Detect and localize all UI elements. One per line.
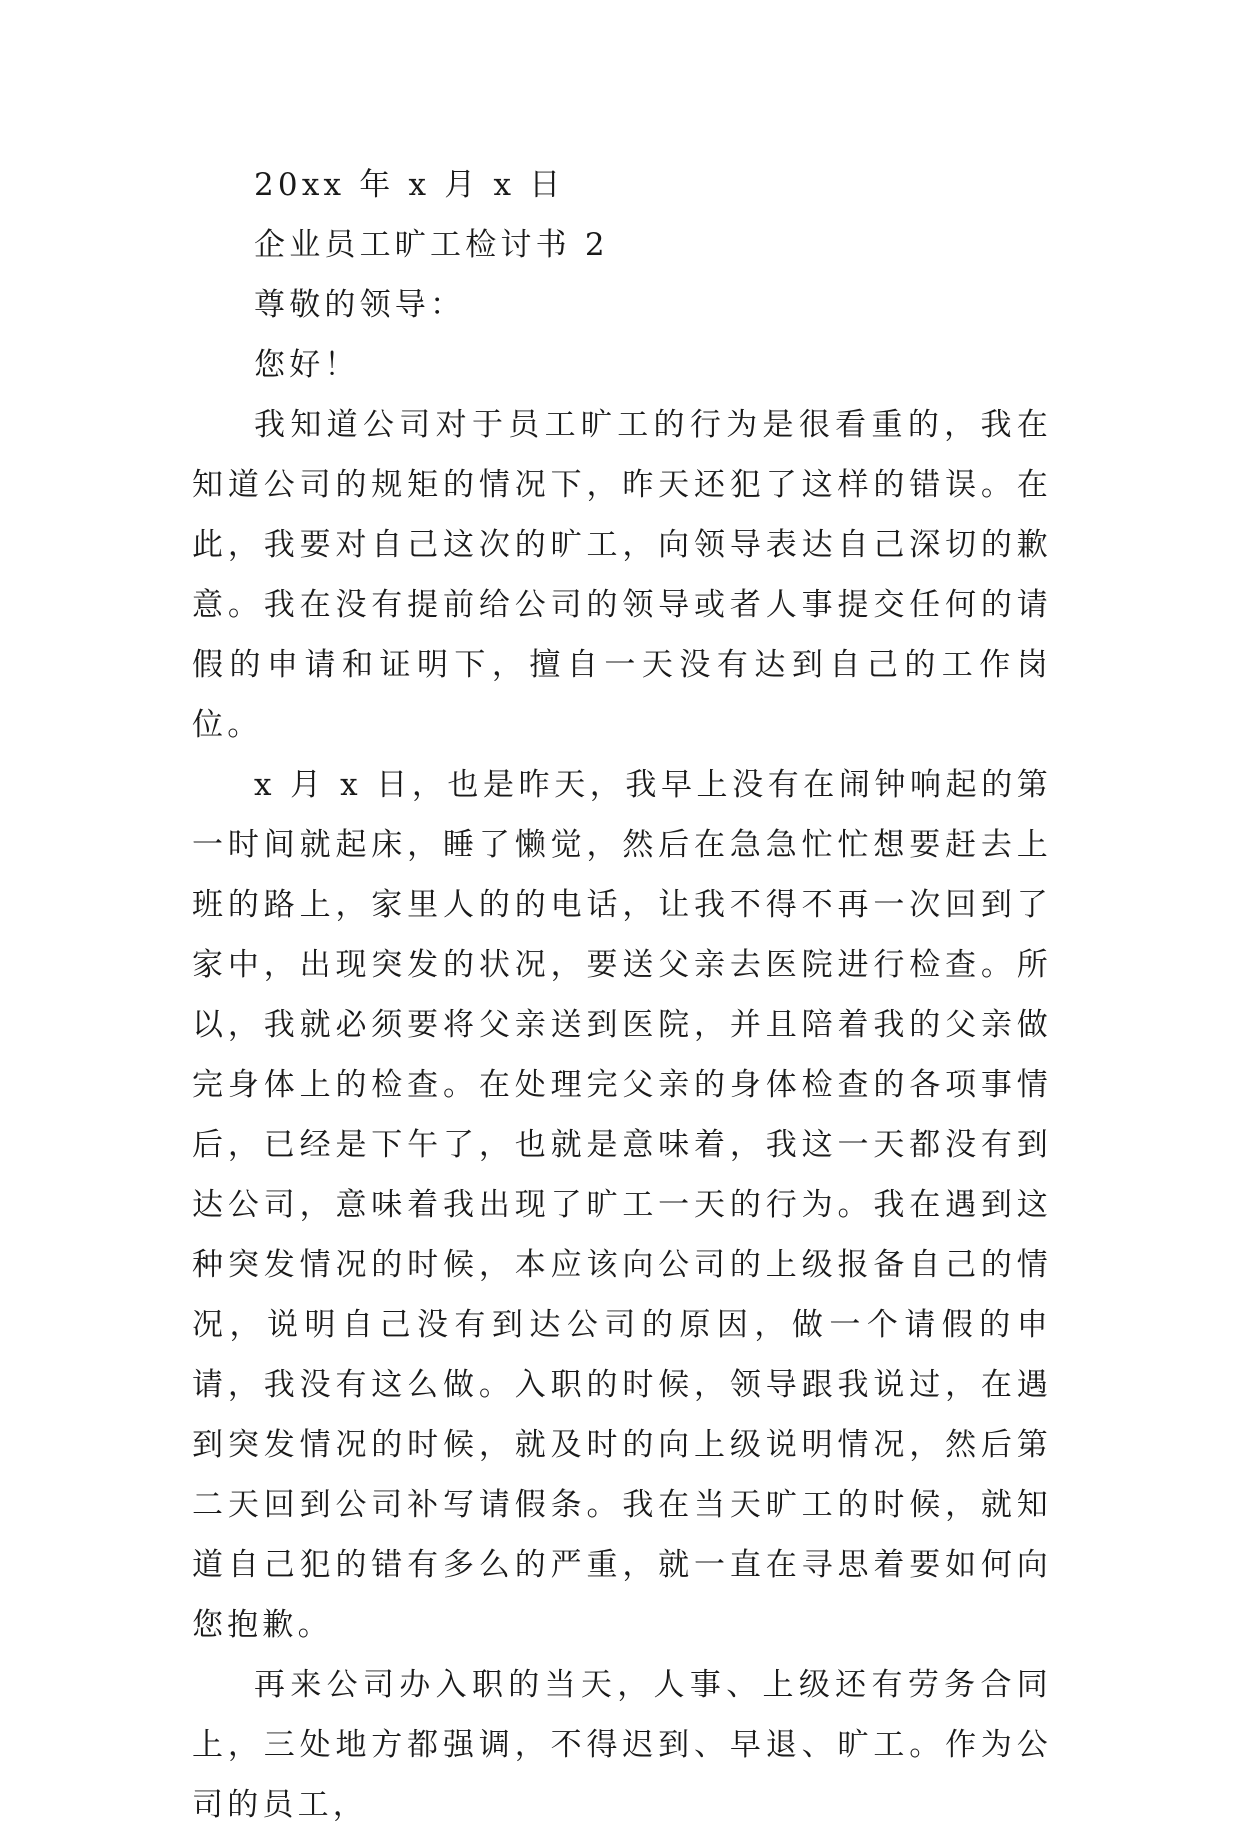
document-title: 企业员工旷工检讨书 2 [254, 227, 609, 263]
document-body [192, 155, 1052, 1835]
body-paragraph-2: x 月 x 日，也是昨天，我早上没有在闹钟响起的第一时间就起床，睡了懒觉，然后在急急忙忙想要赶去上班的路上，家里人的的电话，让我不得不再一次回到了家中，出现突发的状况，要送父亲去医院进行检查。所以，我就必须要将父亲送到医院，并且陪着我的父亲做完身体上的检查。在处理完父亲的身体检查的各项事情后，已经是下午了，也就是意味着，我这一天都没有到达公司，意味着我出现了旷工一天的行为。我在遇到这种突发情况的时候，本应该向公司的上级报备自己的情况，说明自己没有到达公司的原因，做一个请假的申请，我没有这么做。入职的时候，领导跟我说过，在遇到突发情况的时候，就及时的向上级说明情况，然后第二天回到公司补写请假条。我在当天旷工的时候，就知道自己犯的错有多么的严重，就一直在寻思着要如何向您抱歉。 [192, 767, 1052, 1643]
body-paragraph-3: 再来公司办入职的当天，人事、上级还有劳务合同上，三处地方都强调，不得迟到、早退、旷工。作为公司的员工， [192, 1667, 1052, 1823]
body-paragraph-1: 我知道公司对于员工旷工的行为是很看重的，我在知道公司的规矩的情况下，昨天还犯了这样的错误。在此，我要对自己这次的旷工，向领导表达自己深切的歉意。我在没有提前给公司的领导或者人事提交任何的请假的申请和证明下，擅自一天没有达到自己的工作岗位。 [192, 407, 1052, 743]
salutation: 尊敬的领导： [254, 287, 466, 323]
greeting: 您好！ [254, 347, 360, 383]
document-date: 20xx 年 x 月 x 日 [254, 167, 565, 203]
